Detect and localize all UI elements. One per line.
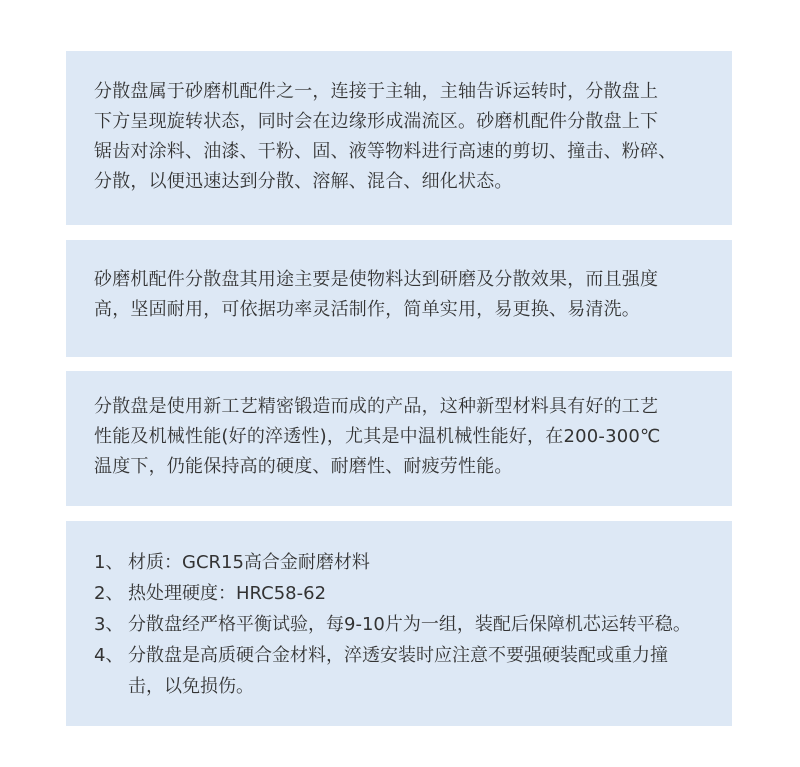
intro-line: 锯齿对涂料、油漆、干粉、固、液等物料进行高速的剪切、撞击、粉碎、 [94,141,677,162]
intro-line: 下方呈现旋转状态，同时会在边缘形成湍流区。砂磨机配件分散盘上下 [94,111,659,132]
material-line: 性能及机械性能(好的淬透性)，尤其是中温机械性能好，在200-300℃ [94,426,661,447]
material-line: 温度下，仍能保持高的硬度、耐磨性、耐疲劳性能。 [94,456,513,477]
spec-text: 分散盘是高质硬合金材料，淬透安装时应注意不要强硬装配或重力撞 [128,645,668,666]
intro-card [66,51,732,225]
material-card [66,371,732,506]
specs-card [66,521,732,726]
usage-line: 砂磨机配件分散盘其用途主要是使物料达到研磨及分散效果，而且强度 [94,269,659,290]
spec-number: 4、 [94,645,124,666]
spec-item [94,547,732,578]
spec-item [94,578,732,609]
material-line: 分散盘是使用新工艺精密锻造而成的产品，这种新型材料具有好的工艺 [94,396,659,417]
intro-line: 分散盘属于砂磨机配件之一，连接于主轴，主轴告诉运转时，分散盘上 [94,81,659,102]
intro-line: 分散，以便迅速达到分散、溶解、混合、细化状态。 [94,171,513,192]
spec-number: 2、 [94,583,124,604]
spec-text: 击，以免损伤。 [128,676,254,697]
spec-number: 3、 [94,614,124,635]
usage-card [66,240,732,357]
spec-item [94,609,732,640]
spec-text: 材质：GCR15高合金耐磨材料 [128,552,370,573]
spec-text: 分散盘经严格平衡试验，每9-10片为一组，装配后保障机芯运转平稳。 [128,614,691,635]
usage-line: 高，坚固耐用，可依据功率灵活制作，简单实用，易更换、易清洗。 [94,299,640,320]
specs-list [94,547,732,702]
spec-text: 热处理硬度：HRC58-62 [128,583,327,604]
spec-number: 1、 [94,552,124,573]
spec-item-continuation [94,671,732,702]
spec-item [94,640,732,671]
